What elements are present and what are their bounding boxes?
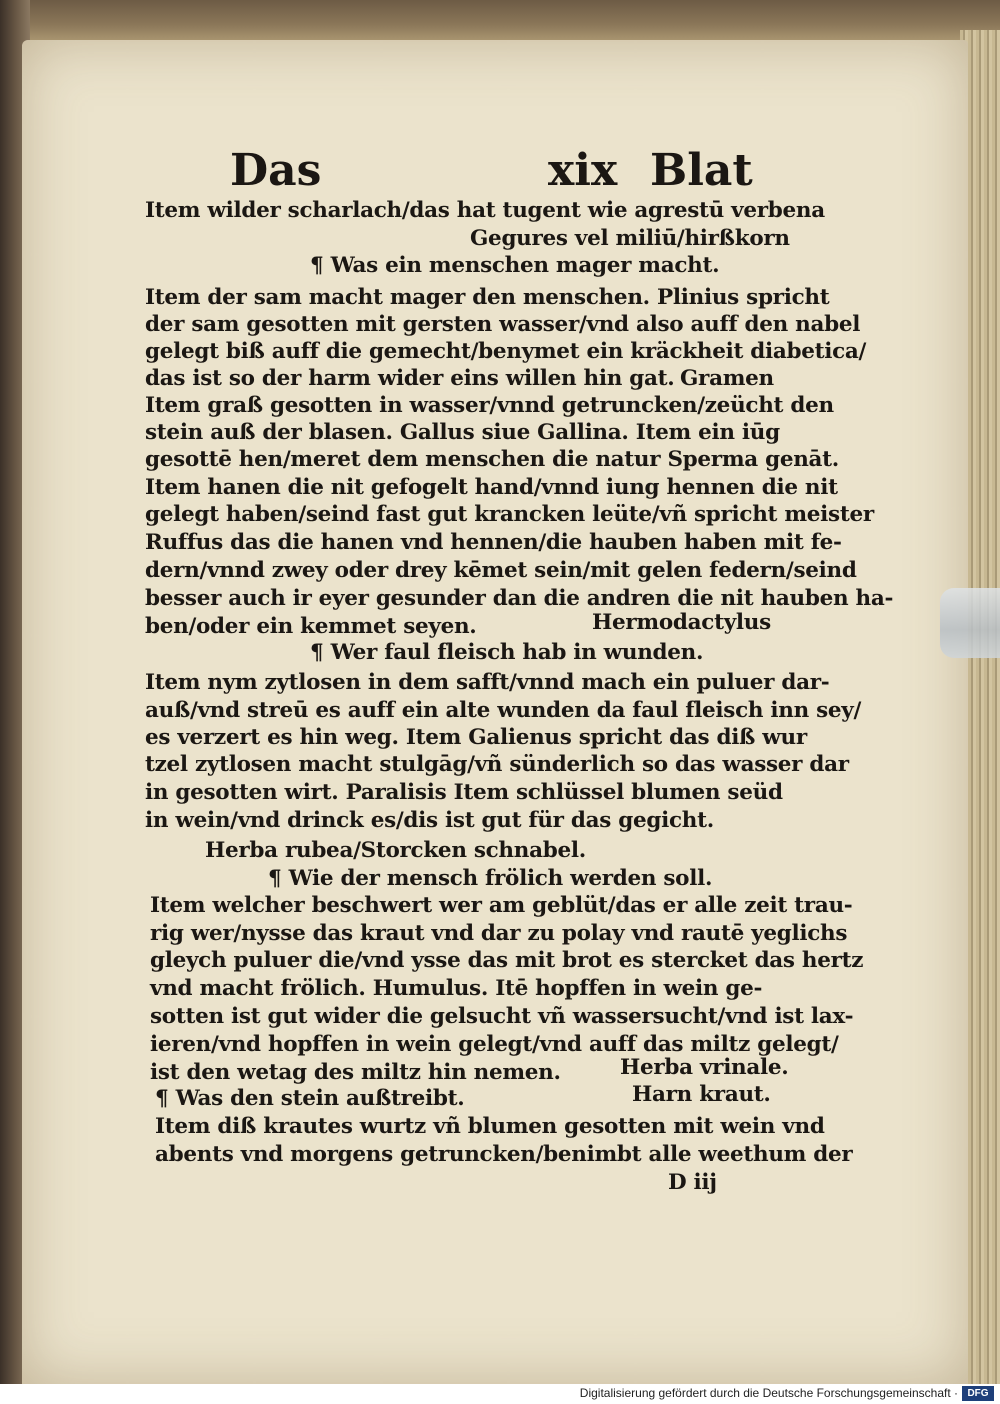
text-line: rig wer/nysse das kraut vnd dar zu polay vnd rautē yeglichs	[150, 921, 848, 946]
footer-credit: Digitalisierung gefördert durch die Deutsche Forschungsgemeinschaft ·	[579, 1386, 958, 1400]
text-line: in gesotten wirt. Paralisis Item schlüssel blumen seüd	[145, 780, 783, 805]
text-line: sotten ist gut wider die gelsucht vñ wassersucht/vnd ist lax-	[150, 1004, 854, 1029]
margin-term: Gramen	[680, 366, 774, 391]
section-heading: ¶ Was ein menschen mager macht.	[310, 253, 720, 278]
page-clip	[940, 588, 1000, 658]
text-line: ist den wetag des miltz hin nemen.	[150, 1060, 561, 1085]
text-line: das ist so der harm wider eins willen hin gat.	[145, 366, 675, 391]
text-line: in wein/vnd drinck es/dis ist gut für das gegicht.	[145, 808, 714, 833]
dfg-logo: DFG	[962, 1386, 994, 1401]
section-heading: ¶ Was den stein außtreibt.	[155, 1086, 465, 1111]
footer-bar	[0, 1384, 1000, 1404]
text-line: gelegt biß auff die gemecht/benymet ein kräckheit diabetica/	[145, 339, 867, 364]
text-line: Item wilder scharlach/das hat tugent wie agrestū verbena	[145, 198, 825, 223]
text-line: gesottē hen/meret dem menschen die natur Sperma genāt.	[145, 447, 839, 472]
header-left: Das	[230, 145, 322, 196]
text-line: Item hanen die nit gefogelt hand/vnnd iung hennen die nit	[145, 475, 838, 500]
text-line: gleych puluer die/vnd ysse das mit brot es stercket das hertz	[150, 948, 864, 973]
text-line: besser auch ir eyer gesunder dan die andren die nit hauben ha-	[145, 586, 894, 611]
section-heading: ¶ Wer faul fleisch hab in wunden.	[310, 640, 704, 665]
text-line: stein auß der blasen. Gallus siue Gallina. Item ein iūg	[145, 420, 780, 445]
binding-edge	[30, 0, 1000, 40]
margin-term: Harn kraut.	[632, 1082, 771, 1107]
text-line: Item der sam macht mager den menschen. Plinius spricht	[145, 285, 830, 310]
text-line: dern/vnnd zwey oder drey kēmet sein/mit gelen federn/seind	[145, 558, 857, 583]
text-line: abents vnd morgens getruncken/benimbt alle weethum der	[155, 1142, 853, 1167]
header-folio: xix	[548, 145, 618, 196]
section-heading: Herba rubea/Storcken schnabel.	[205, 838, 586, 863]
text-line: Item diß krautes wurtz vñ blumen gesotten mit wein vnd	[155, 1114, 825, 1139]
text-line: es verzert es hin weg. Item Galienus spricht das diß wur	[145, 725, 807, 750]
text-line: Item graß gesotten in wasser/vnnd getruncken/zeücht den	[145, 393, 834, 418]
text-line: Item welcher beschwert wer am geblüt/das er alle zeit trau-	[150, 893, 853, 918]
text-line: gelegt haben/seind fast gut krancken leüte/vñ spricht meister	[145, 502, 874, 527]
text-line: vnd macht frölich. Humulus. Itē hopffen in wein ge-	[150, 976, 763, 1001]
header-right: Blat	[650, 145, 753, 196]
text-line: tzel zytlosen macht stulgāg/vñ sünderlich so das wasser dar	[145, 752, 849, 777]
text-line: ben/oder ein kemmet seyen.	[145, 614, 477, 639]
text-line: Ruffus das die hanen vnd hennen/die hauben haben mit fe-	[145, 530, 842, 555]
text-line: der sam gesotten mit gersten wasser/vnd also auff den nabel	[145, 312, 861, 337]
margin-term: Herba vrinale.	[620, 1055, 789, 1080]
text-line: auß/vnd streū es auff ein alte wunden da faul fleisch inn sey/	[145, 698, 862, 723]
section-heading: ¶ Wie der mensch frölich werden soll.	[268, 866, 713, 891]
margin-term: Hermodactylus	[592, 610, 771, 635]
text-line: ieren/vnd hopffen in wein gelegt/vnd auff das miltz gelegt/	[150, 1032, 839, 1057]
signature-mark: D iij	[668, 1170, 717, 1195]
text-line: Gegures vel miliū/hirßkorn	[470, 226, 790, 251]
text-line: Item nym zytlosen in dem safft/vnnd mach ein puluer dar-	[145, 670, 830, 695]
